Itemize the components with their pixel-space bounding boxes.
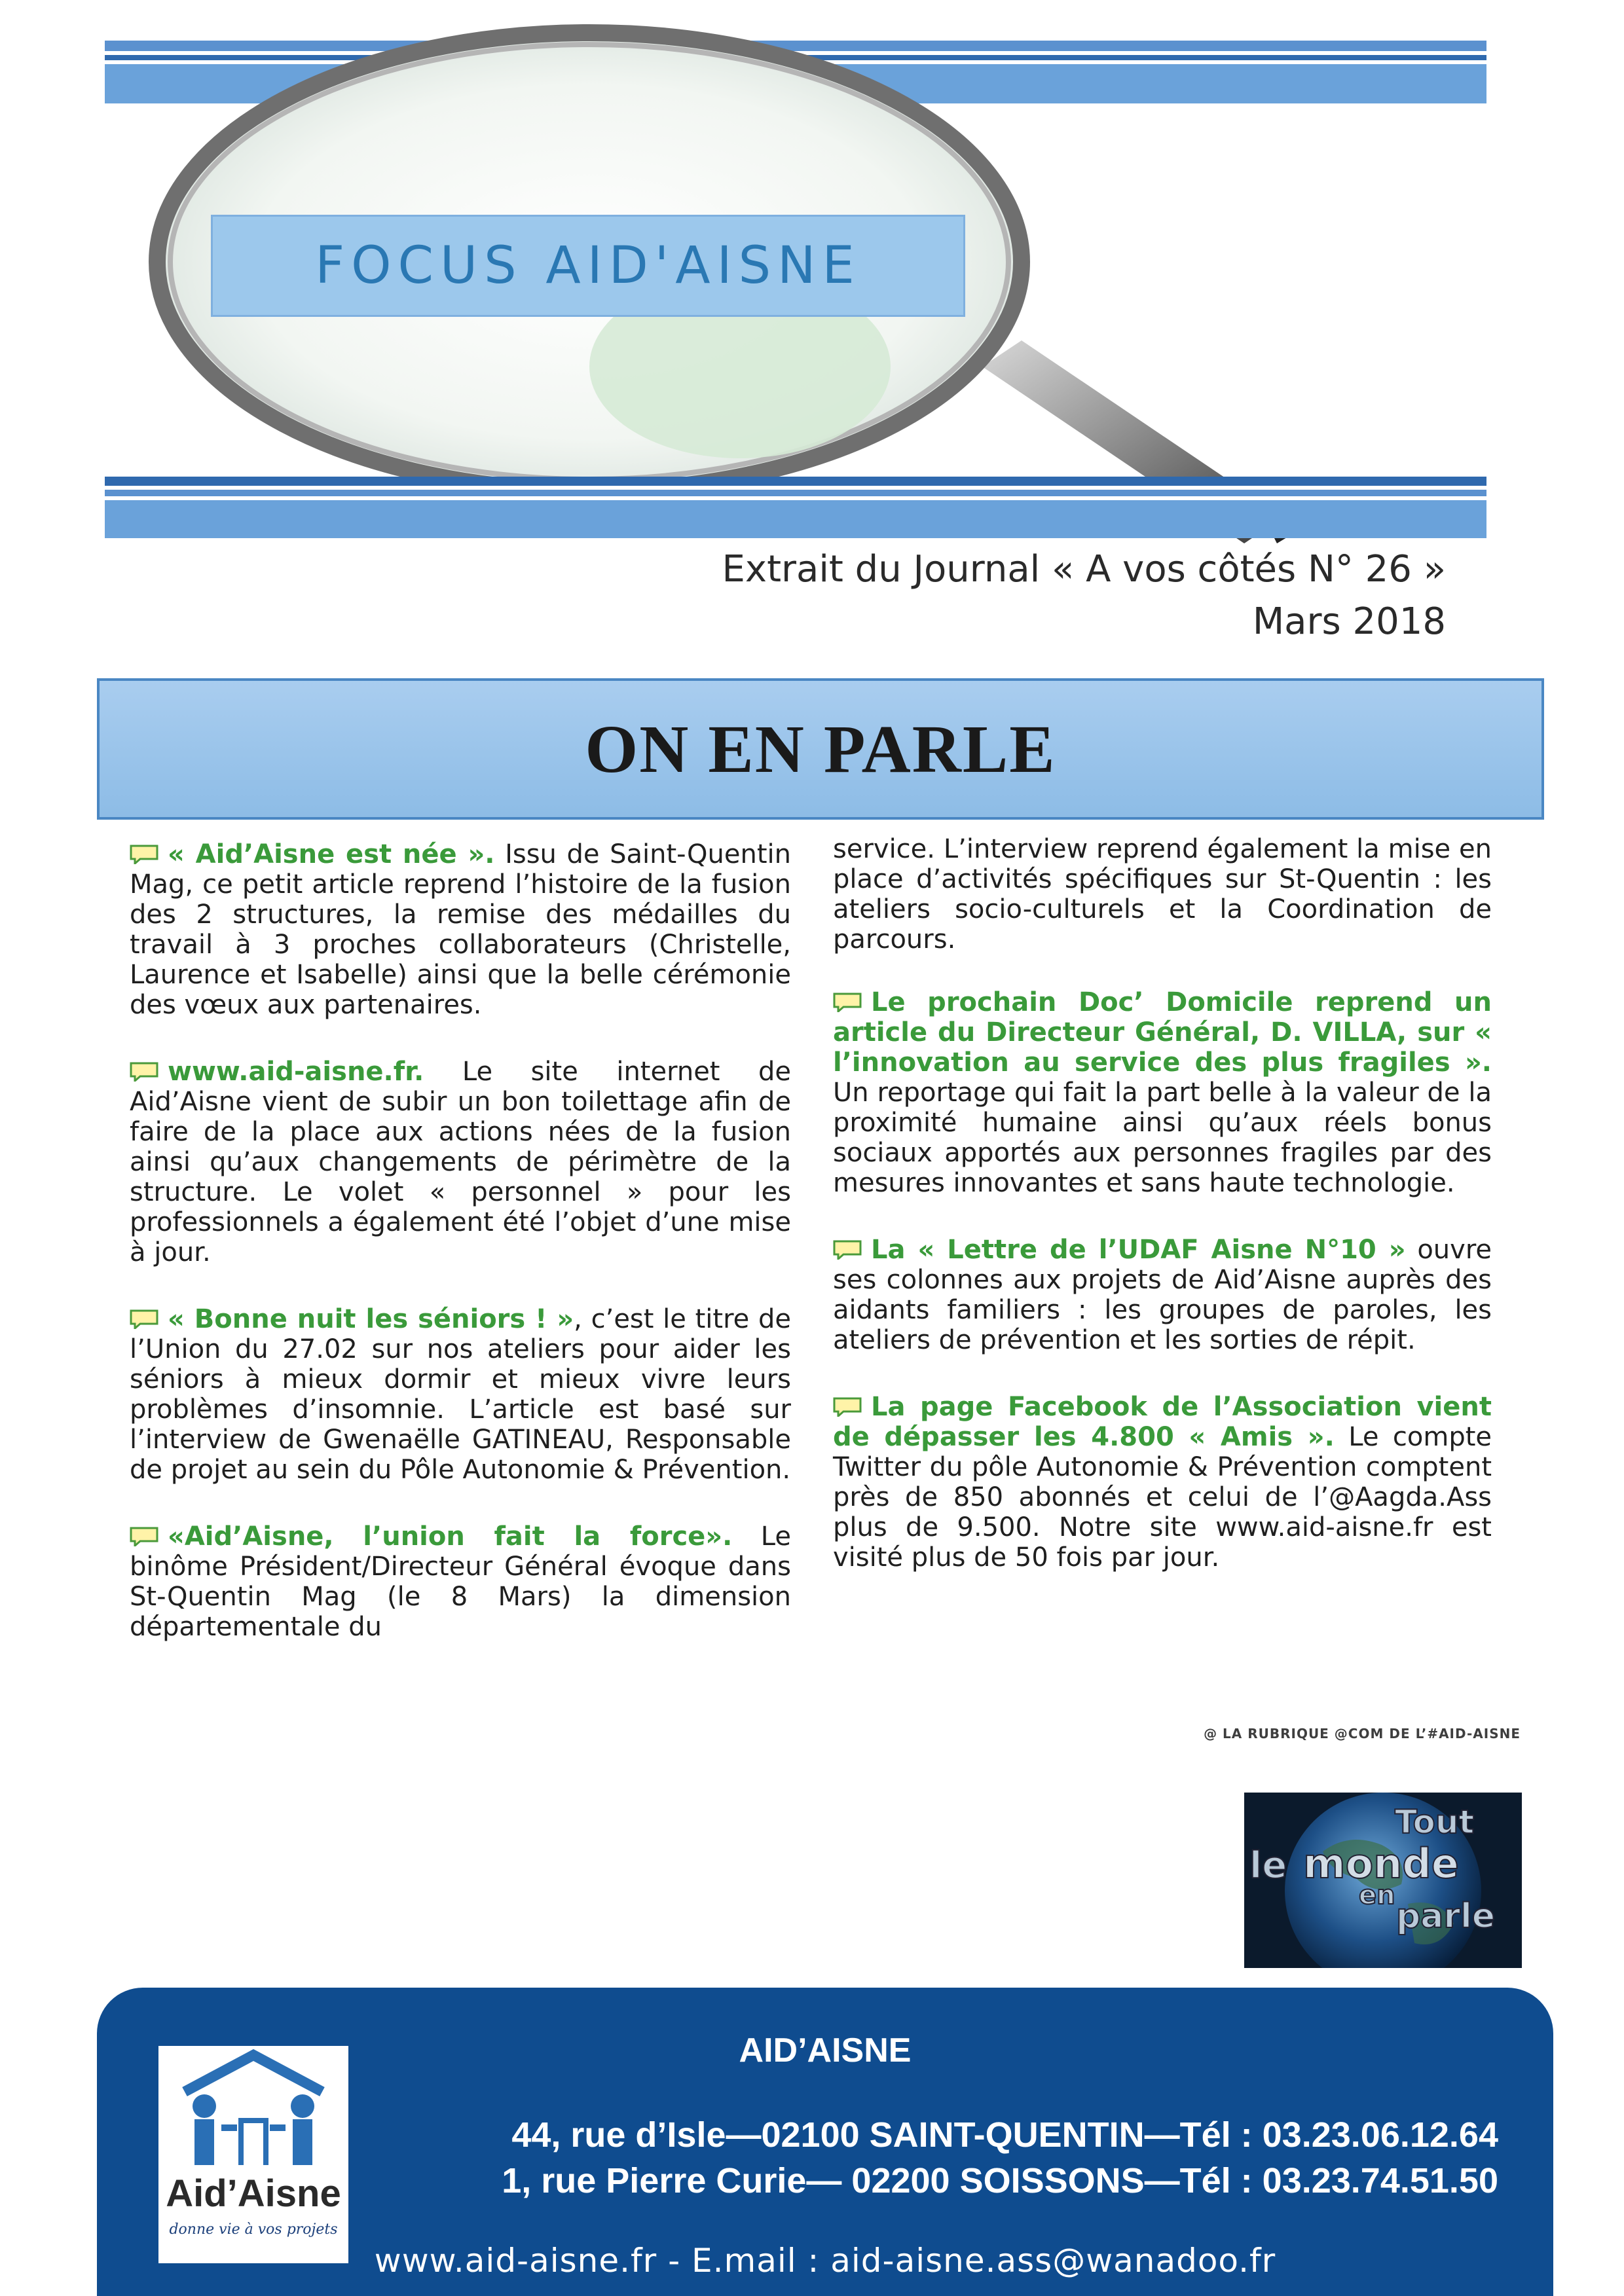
article-lead: « Bonne nuit les séniors ! » [168, 1304, 574, 1334]
footer-contact: www.aid-aisne.fr - E.mail : aid-aisne.ass@wanadoo.fr [374, 2242, 1276, 2280]
section-title-box [97, 678, 1544, 820]
article-item [833, 1235, 1492, 1355]
speech-bubble-icon [833, 1240, 862, 1260]
journal-reference [722, 543, 1446, 648]
logo-word: Tout [1395, 1803, 1475, 1841]
article-column-left [130, 839, 791, 1679]
article-item [833, 1392, 1492, 1573]
speech-bubble-icon [130, 845, 158, 864]
footer-org-name: AID’AISNE [739, 2032, 912, 2069]
globe-icon [1244, 1793, 1522, 1968]
address-soissons: 1, rue Pierre Curie— 02200 SOISSONS—Tél : 03.23.74.51.50 [502, 2161, 1498, 2200]
article-lead: Le prochain Doc’ Domicile reprend un article du Directeur Général, D. VILLA, sur « l’innovation au service des plus fragiles ». [833, 987, 1492, 1078]
journal-date: Mars 2018 [1252, 600, 1446, 643]
article-text: Le compte Twitter du pôle Autonomie & Prévention comptent près de 850 abonnés et celui de l’@Aagda.Ass plus de 9.500. Notre site www.aid-aisne.fr est visité plus de 50 fois par jour. [833, 1422, 1492, 1573]
logo-word: monde [1303, 1840, 1459, 1887]
speech-bubble-icon [833, 993, 862, 1012]
section-title: ON EN PARLE [585, 711, 1056, 787]
tout-le-monde-en-parle-logo [1244, 1793, 1522, 1968]
article-text: , c’est le titre de l’Union du 27.02 sur nos ateliers pour aider les séniors à mieux dormir et mieux vivre leurs problèmes d’insomnie. L’article est basé sur l’interview de Gwenaëlle GATINEAU, Responsable de projet au sein du Pôle Autonomie & Prévention. [130, 1304, 792, 1485]
section-credit: @ LA RUBRIQUE @COM DE L’#AID-AISNE [1204, 1726, 1521, 1741]
address-saint-quentin: 44, rue d’Isle—02100 SAINT-QUENTIN—Tél : 03.23.06.12.64 [511, 2115, 1498, 2155]
article-lead: La page Facebook de l’Association vient de dépasser les 4.800 « Amis ». [833, 1392, 1492, 1452]
speech-bubble-icon [130, 1309, 158, 1329]
article-lead: « Aid’Aisne est née ». [168, 839, 495, 869]
logo-word: en [1359, 1880, 1395, 1910]
article-item [130, 1522, 791, 1642]
aid-aisne-logo [158, 2046, 348, 2263]
focus-banner [211, 215, 965, 317]
logo-slogan: donne vie à vos projets [169, 2221, 338, 2238]
footer-addresses [372, 2112, 1498, 2204]
article-item [130, 1057, 791, 1267]
article-lead: «Aid’Aisne, l’union fait la force». [168, 1522, 733, 1552]
article-item [130, 1304, 791, 1485]
article-lead: La « Lettre de l’UDAF Aisne N°10 » [871, 1235, 1406, 1265]
logo-word: le [1249, 1844, 1287, 1887]
speech-bubble-icon [130, 1062, 158, 1082]
speech-bubble-icon [833, 1397, 862, 1417]
article-item [833, 987, 1492, 1198]
speech-bubble-icon [130, 1527, 158, 1546]
article-lead: www.aid-aisne.fr. [168, 1057, 424, 1087]
article-column-right [833, 834, 1492, 1609]
article-text: Issu de Saint-Quentin Mag, ce petit article reprend l’histoire de la fusion des 2 structures, la remise des médailles du travail à 3 proches collaborateurs (Christelle, Laurence et Isabelle) ainsi que la belle cérémonie des vœux aux partenaires. [130, 839, 791, 1020]
article-continuation: service. L’interview reprend également la mise en place d’activités spécifiques sur St-Quentin : les ateliers socio-culturels et la Coordination de parcours. [833, 834, 1492, 955]
article-item [130, 839, 791, 1020]
article-text: ouvre ses colonnes aux projets de Aid’Aisne auprès des aidants familiers : les groupes de paroles, les ateliers de prévention et les sorties de répit. [833, 1235, 1492, 1355]
article-text: Le binôme Président/Directeur Général évoque dans St-Quentin Mag (le 8 Mars) la dimension départementale du [130, 1522, 791, 1642]
focus-title: FOCUS AID'AISNE [315, 236, 861, 295]
house-people-icon [158, 2046, 348, 2170]
header-band-bottom [105, 477, 1486, 538]
article-text: Un reportage qui fait la part belle à la valeur de la proximité humaine ainsi qu’aux réels bonus sociaux apportés aux personnes fragiles par des mesures innovantes et sans haute technologie. [833, 1078, 1492, 1198]
logo-name: Aid’Aisne [166, 2172, 341, 2215]
journal-issue: Extrait du Journal « A vos côtés N° 26 » [722, 548, 1446, 591]
article-text: Le site internet de Aid’Aisne vient de subir un bon toilettage afin de faire de la place aux actions nées de la fusion ainsi qu’aux changements de périmètre de la structure. Le volet « personnel » pour les professionnels a également été l’objet d’une mise à jour. [130, 1057, 791, 1267]
logo-word: parle [1396, 1897, 1496, 1936]
